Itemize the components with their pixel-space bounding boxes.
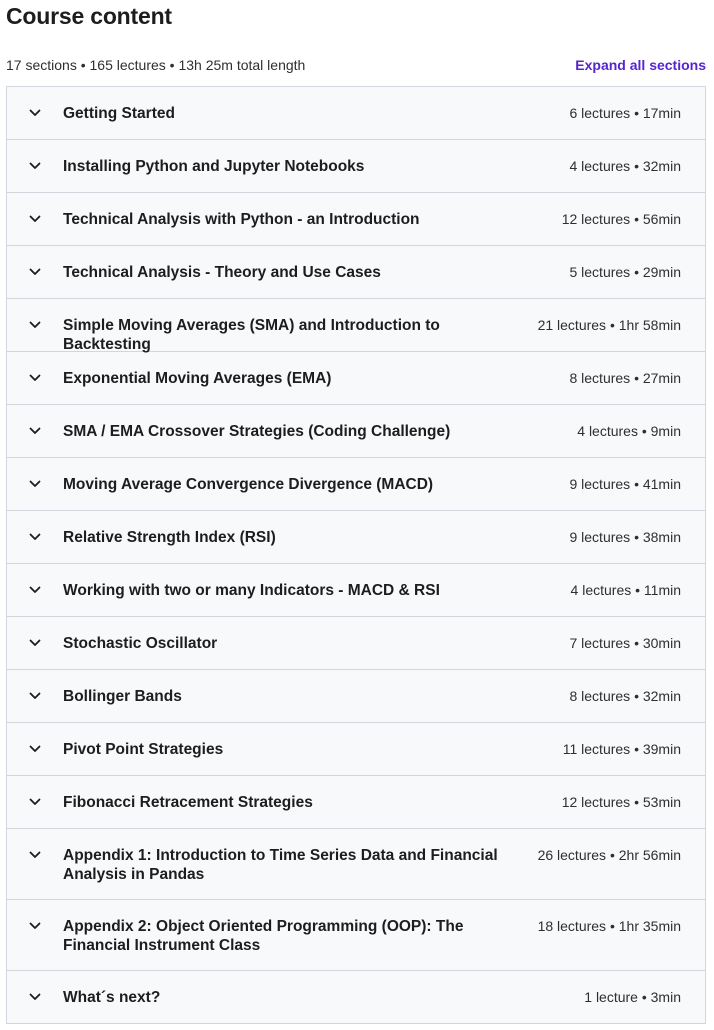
section-meta: 4 lectures • 9min [577,423,681,439]
section-row[interactable] [7,299,705,352]
section-title: Pivot Point Strategies [63,741,224,758]
section-title: Bollinger Bands [63,688,182,705]
chevron-down-icon [7,634,63,651]
section-row[interactable] [7,776,705,829]
section-meta: 6 lectures • 17min [569,105,681,121]
section-row[interactable] [7,617,705,670]
section-row[interactable] [7,140,705,193]
section-meta: 12 lectures • 56min [561,211,681,227]
chevron-down-icon [7,528,63,545]
section-title: Moving Average Convergence Divergence (MACD) [63,476,434,493]
section-row[interactable] [7,971,705,1024]
section-meta: 12 lectures • 53min [561,794,681,810]
chevron-down-icon [7,917,63,934]
section-row[interactable] [7,352,705,405]
section-title: Simple Moving Averages (SMA) and Introduction to Backtesting [63,317,440,353]
chevron-down-icon [7,475,63,492]
section-title: Exponential Moving Averages (EMA) [63,370,332,387]
chevron-down-icon [7,157,63,174]
section-title: Installing Python and Jupyter Notebooks [63,158,365,175]
chevron-down-icon [7,793,63,810]
chevron-down-icon [7,846,63,863]
section-row[interactable] [7,829,705,900]
chevron-down-icon [7,740,63,757]
section-meta: 11 lectures • 39min [562,741,681,757]
section-row[interactable] [7,723,705,776]
page-title: Course content [6,3,172,29]
section-title: Stochastic Oscillator [63,635,218,652]
section-title: Getting Started [63,105,175,122]
course-summary-row [6,56,706,74]
section-title: Technical Analysis - Theory and Use Cases [63,264,381,281]
section-meta: 8 lectures • 27min [569,370,681,386]
section-title: Fibonacci Retracement Strategies [63,794,313,811]
section-meta: 9 lectures • 38min [569,529,681,545]
section-meta: 1 lecture • 3min [584,989,681,1005]
chevron-down-icon [7,263,63,280]
section-row[interactable] [7,564,705,617]
section-row[interactable] [7,193,705,246]
chevron-down-icon [7,687,63,704]
section-title: SMA / EMA Crossover Strategies (Coding Challenge) [63,423,451,440]
chevron-down-icon [7,369,63,386]
section-title: Working with two or many Indicators - MACD & RSI [63,582,440,599]
chevron-down-icon [7,988,63,1005]
chevron-down-icon [7,581,63,598]
section-title: Appendix 1: Introduction to Time Series Data and Financial Analysis in Pandas [63,847,498,883]
section-title: Relative Strength Index (RSI) [63,529,276,546]
chevron-down-icon [7,104,63,121]
section-list [6,86,706,1024]
section-meta: 21 lectures • 1hr 58min [537,317,681,333]
chevron-down-icon [7,210,63,227]
expand-all-button[interactable]: Expand all sections [575,57,706,73]
section-row[interactable] [7,405,705,458]
section-meta: 7 lectures • 30min [569,635,681,651]
section-row[interactable] [7,670,705,723]
section-title: Appendix 2: Object Oriented Programming (OOP): The Financial Instrument Class [63,918,464,954]
section-meta: 4 lectures • 11min [570,582,681,598]
section-row[interactable] [7,900,705,971]
section-row[interactable] [7,458,705,511]
section-meta: 4 lectures • 32min [569,158,681,174]
section-meta: 5 lectures • 29min [569,264,681,280]
section-row[interactable] [7,87,705,140]
section-title: What´s next? [63,989,161,1006]
section-meta: 9 lectures • 41min [569,476,681,492]
section-row[interactable] [7,246,705,299]
section-row[interactable] [7,511,705,564]
section-title: Technical Analysis with Python - an Introduction [63,211,420,228]
chevron-down-icon [7,316,63,333]
course-summary: 17 sections • 165 lectures • 13h 25m total length [6,57,306,73]
chevron-down-icon [7,422,63,439]
section-meta: 8 lectures • 32min [569,688,681,704]
section-meta: 18 lectures • 1hr 35min [537,918,681,934]
section-meta: 26 lectures • 2hr 56min [537,847,681,863]
